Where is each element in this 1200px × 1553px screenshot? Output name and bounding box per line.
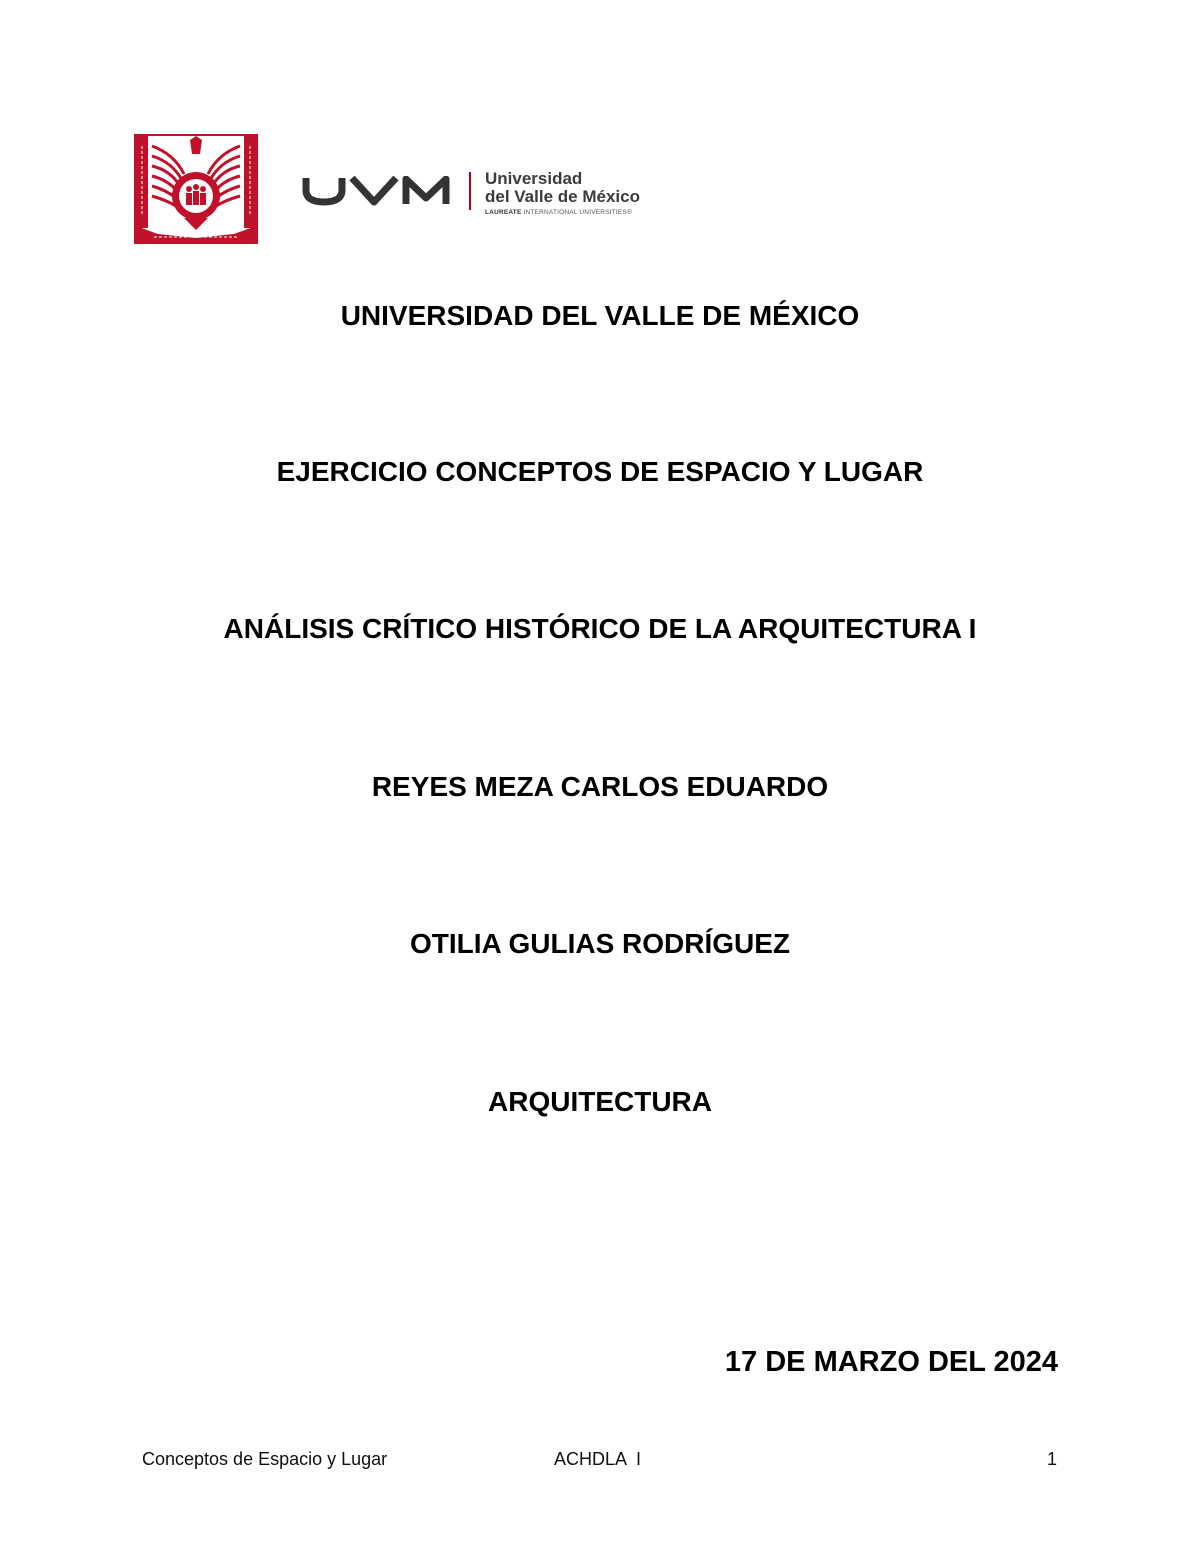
logo-divider	[469, 172, 471, 210]
logo-tagline-bold: LAUREATE	[485, 209, 522, 216]
footer-course-code: ACHDLA I	[554, 1449, 642, 1469]
university-seal-icon	[134, 134, 258, 244]
course-title: ANÁLISIS CRÍTICO HISTÓRICO DE LA ARQUITECTURA I	[223, 613, 977, 644]
submission-date: 17 DE MARZO DEL 2024	[724, 1346, 1058, 1378]
student-name: REYES MEZA CARLOS EDUARDO	[371, 771, 829, 802]
uvm-logo-icon	[302, 176, 454, 206]
logo-name-line-2: del Valle de México	[485, 187, 640, 206]
teacher-name: OTILIA GULIAS RODRÍGUEZ	[409, 928, 791, 959]
assignment-title: EJERCICIO CONCEPTOS DE ESPACIO Y LUGAR	[276, 456, 924, 487]
header-logos	[134, 134, 694, 246]
logo-name-line-1: Universidad	[485, 169, 583, 188]
logo-tagline	[485, 209, 705, 216]
footer-document-title: Conceptos de Espacio y Lugar	[142, 1449, 388, 1469]
program-name: ARQUITECTURA	[488, 1086, 712, 1117]
university-title: UNIVERSIDAD DEL VALLE DE MÉXICO	[340, 300, 860, 331]
uvm-logo-text	[485, 170, 705, 216]
footer-page-number: 1	[1046, 1449, 1057, 1469]
logo-tagline-rest: INTERNATIONAL UNIVERSITIES®	[521, 209, 632, 216]
